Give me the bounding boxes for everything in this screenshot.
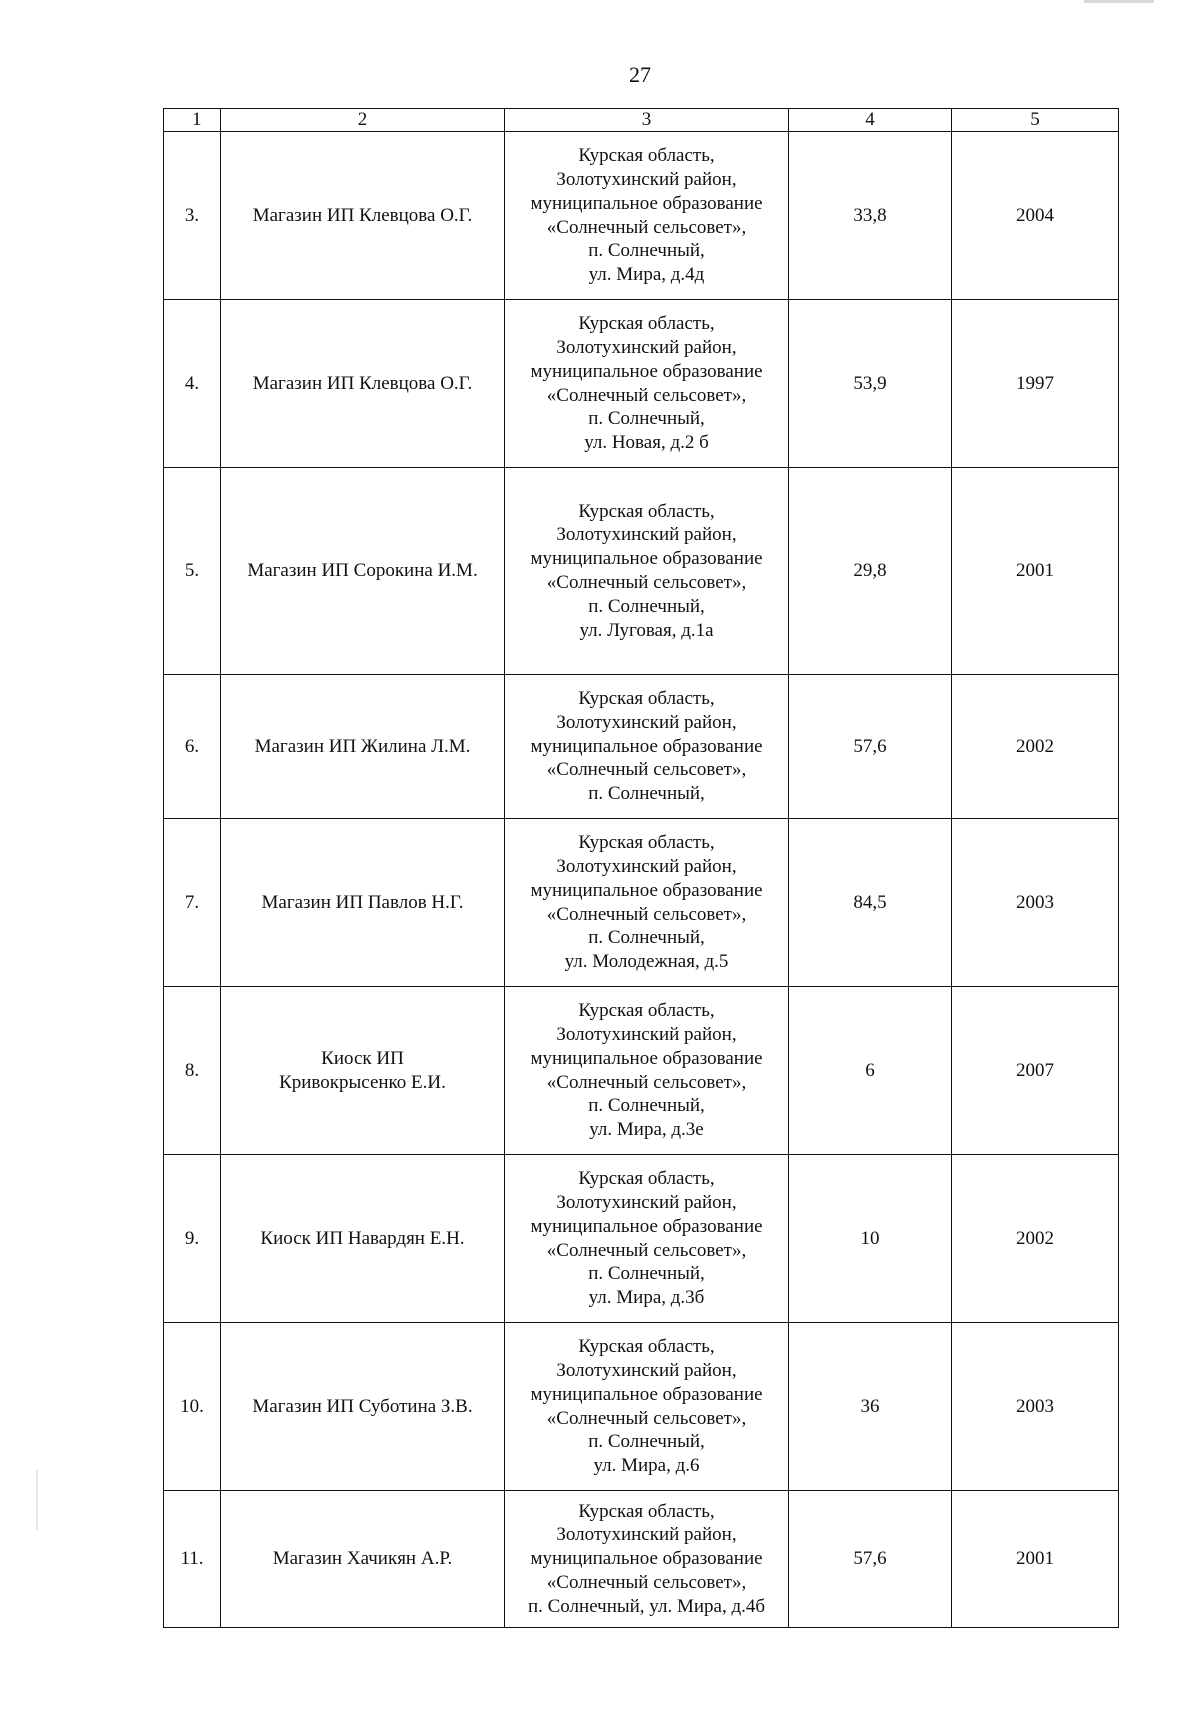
store-name-cell [221, 1155, 505, 1323]
address-line: Курская область, [578, 145, 715, 167]
scan-artifact-left [36, 1470, 38, 1530]
column-header-2: 2 [221, 109, 505, 132]
address-line: Золотухинский район, [556, 1359, 737, 1381]
store-name-cell [221, 300, 505, 468]
address-cell [505, 675, 789, 819]
address-line: ул. Мира, д.4д [588, 264, 705, 286]
address-line: муниципальное образование [530, 1548, 763, 1570]
table-row [164, 300, 1119, 468]
year-cell: 2002 [952, 675, 1119, 819]
address-line: п. Солнечный, [588, 1263, 705, 1285]
row-number-cell: 3. [164, 132, 221, 300]
store-name-line: Магазин ИП Суботина З.В. [252, 1395, 473, 1417]
address-line: Курская область, [578, 1000, 715, 1022]
registry-table [163, 108, 1119, 1628]
address-line: муниципальное образование [530, 360, 763, 382]
store-name-line: Магазин Хачикян А.Р. [272, 1548, 453, 1570]
address-line: ул. Мира, д.3е [589, 1119, 704, 1141]
address-line: Курская область, [578, 1500, 715, 1522]
store-name-line: Магазин ИП Павлов Н.Г. [261, 891, 464, 913]
address-line: п. Солнечный, [588, 408, 705, 430]
scan-artifact-top [1084, 0, 1154, 3]
store-name-line: Кривокрысенко Е.И. [279, 1071, 446, 1093]
year-cell: 2001 [952, 1491, 1119, 1628]
store-name-line: Магазин ИП Сорокина И.М. [247, 560, 478, 582]
row-number-cell: 9. [164, 1155, 221, 1323]
area-cell: 57,6 [789, 1491, 952, 1628]
address-line: ул. Молодежная, д.5 [564, 951, 729, 973]
address-line: п. Солнечный, [588, 240, 705, 262]
row-number-cell: 4. [164, 300, 221, 468]
address-line: Золотухинский район, [556, 711, 737, 733]
address-cell [505, 1155, 789, 1323]
table-row [164, 1491, 1119, 1628]
store-name-cell [221, 1491, 505, 1628]
table-row [164, 675, 1119, 819]
address-line: Золотухинский район, [556, 524, 737, 546]
address-line: Золотухинский район, [556, 1524, 737, 1546]
store-name-cell [221, 468, 505, 675]
address-line: Курская область, [578, 1168, 715, 1190]
address-line: ул. Мира, д.3б [588, 1287, 705, 1309]
table-row [164, 1155, 1119, 1323]
address-line: Курская область, [578, 313, 715, 335]
area-cell: 36 [789, 1323, 952, 1491]
address-line: ул. Луговая, д.1а [579, 619, 714, 641]
store-name-cell [221, 1323, 505, 1491]
address-line: «Солнечный сельсовет», [546, 216, 747, 238]
row-number-cell: 10. [164, 1323, 221, 1491]
store-name-cell [221, 819, 505, 987]
address-line: «Солнечный сельсовет», [546, 384, 747, 406]
area-cell: 29,8 [789, 468, 952, 675]
year-cell: 2003 [952, 819, 1119, 987]
address-line: ул. Мира, д.6 [593, 1455, 700, 1477]
address-line: муниципальное образование [530, 548, 763, 570]
column-header-5: 5 [952, 109, 1119, 132]
store-name-cell [221, 675, 505, 819]
address-line: п. Солнечный, ул. Мира, д.4б [527, 1595, 766, 1617]
column-header-3: 3 [505, 109, 789, 132]
table-row [164, 819, 1119, 987]
address-line: «Солнечный сельсовет», [546, 903, 747, 925]
row-number-cell: 8. [164, 987, 221, 1155]
store-name-cell [221, 987, 505, 1155]
address-line: «Солнечный сельсовет», [546, 1407, 747, 1429]
area-cell: 53,9 [789, 300, 952, 468]
address-line: «Солнечный сельсовет», [546, 1071, 747, 1093]
address-line: п. Солнечный, [588, 595, 705, 617]
table-row [164, 1323, 1119, 1491]
year-cell: 2002 [952, 1155, 1119, 1323]
table-row [164, 468, 1119, 675]
address-line: Золотухинский район, [556, 1023, 737, 1045]
table-row [164, 132, 1119, 300]
store-name-cell [221, 132, 505, 300]
address-line: Курская область, [578, 1336, 715, 1358]
address-line: Золотухинский район, [556, 168, 737, 190]
area-cell: 33,8 [789, 132, 952, 300]
store-name-line: Киоск ИП Навардян Е.Н. [260, 1227, 465, 1249]
year-cell: 2003 [952, 1323, 1119, 1491]
address-line: ул. Новая, д.2 б [584, 432, 709, 454]
address-line: Золотухинский район, [556, 1191, 737, 1213]
row-number-cell: 5. [164, 468, 221, 675]
year-cell: 2004 [952, 132, 1119, 300]
table-row [164, 987, 1119, 1155]
page-number: 27 [629, 62, 651, 87]
row-number-cell: 6. [164, 675, 221, 819]
row-number-cell: 11. [164, 1491, 221, 1628]
table-body [164, 132, 1119, 1628]
address-cell [505, 1491, 789, 1628]
address-cell [505, 468, 789, 675]
address-cell [505, 987, 789, 1155]
address-cell [505, 1323, 789, 1491]
store-name-line: Магазин ИП Клевцова О.Г. [252, 372, 473, 394]
address-line: п. Солнечный, [588, 1095, 705, 1117]
address-line: муниципальное образование [530, 735, 763, 757]
address-line: «Солнечный сельсовет», [546, 759, 747, 781]
area-cell: 84,5 [789, 819, 952, 987]
address-line: муниципальное образование [530, 192, 763, 214]
address-line: «Солнечный сельсовет», [546, 1239, 747, 1261]
column-header-1: 1 [164, 109, 221, 132]
address-line: Курская область, [578, 500, 715, 522]
address-line: п. Солнечный, [588, 1431, 705, 1453]
year-cell: 1997 [952, 300, 1119, 468]
address-cell [505, 819, 789, 987]
address-line: муниципальное образование [530, 1383, 763, 1405]
address-line: муниципальное образование [530, 1047, 763, 1069]
address-line: п. Солнечный, [588, 927, 705, 949]
address-line: Курская область, [578, 832, 715, 854]
year-cell: 2007 [952, 987, 1119, 1155]
address-line: «Солнечный сельсовет», [546, 1571, 747, 1593]
address-cell [505, 132, 789, 300]
area-cell: 57,6 [789, 675, 952, 819]
column-header-4: 4 [789, 109, 952, 132]
address-line: п. Солнечный, [588, 783, 705, 805]
store-name-line: Магазин ИП Клевцова О.Г. [252, 204, 473, 226]
store-name-line: Магазин ИП Жилина Л.М. [254, 735, 471, 757]
address-line: Курская область, [578, 688, 715, 709]
header-row [164, 109, 1119, 132]
address-line: Золотухинский район, [556, 336, 737, 358]
address-line: «Солнечный сельсовет», [546, 572, 747, 593]
store-name-line: Киоск ИП [321, 1047, 404, 1069]
area-cell: 6 [789, 987, 952, 1155]
year-cell: 2001 [952, 468, 1119, 675]
address-line: муниципальное образование [530, 1215, 763, 1237]
address-line: муниципальное образование [530, 879, 763, 901]
area-cell: 10 [789, 1155, 952, 1323]
address-line: Золотухинский район, [556, 855, 737, 877]
address-cell [505, 300, 789, 468]
row-number-cell: 7. [164, 819, 221, 987]
